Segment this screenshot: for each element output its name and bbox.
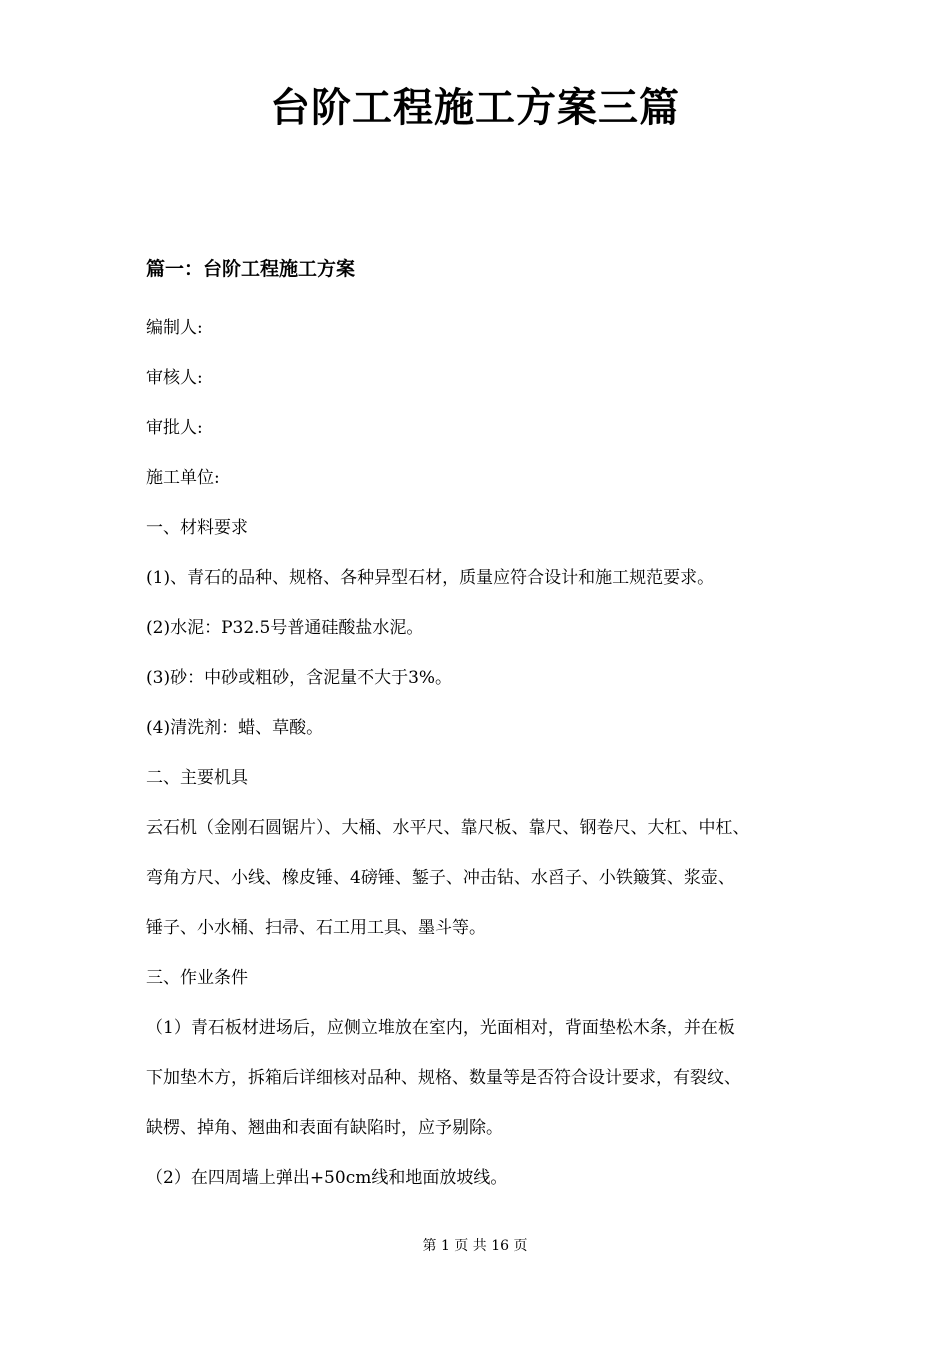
paragraph-line: （1）青石板材进场后，应侧立堆放在室内，光面相对，背面垫松木条，并在板	[146, 1018, 735, 1038]
page-footer: 第 1 页 共 16 页	[422, 1238, 528, 1254]
compiler-line: 编制人:	[146, 318, 203, 338]
subheading-conditions: 三、作业条件	[146, 968, 248, 988]
paragraph-line: 云石机（金刚石圆锯片）、大桶、水平尺、靠尺板、靠尺、钢卷尺、大杠、中杠、	[146, 818, 750, 838]
paragraph-line: (3)砂：中砂或粗砂，含泥量不大于3%。	[146, 668, 453, 688]
subheading-materials: 一、材料要求	[146, 518, 248, 538]
approver-line: 审批人:	[146, 418, 203, 438]
paragraph-line: 下加垫木方，拆箱后详细核对品种、规格、数量等是否符合设计要求，有裂纹、	[146, 1068, 741, 1088]
document-title: 台阶工程施工方案三篇	[270, 85, 680, 131]
subheading-tools: 二、主要机具	[146, 768, 248, 788]
construction-unit-line: 施工单位:	[146, 468, 220, 488]
section-heading: 篇一：台阶工程施工方案	[146, 258, 356, 280]
paragraph-line: （2）在四周墙上弹出+50cm线和地面放坡线。	[146, 1168, 508, 1188]
paragraph-line: 弯角方尺、小线、橡皮锤、4磅锤、錾子、冲击钻、水舀子、小铁簸箕、浆壶、	[146, 868, 735, 888]
paragraph-line: 锤子、小水桶、扫帚、石工用工具、墨斗等。	[146, 918, 486, 938]
paragraph-line: (2)水泥：P32.5号普通硅酸盐水泥。	[146, 618, 424, 638]
paragraph-line: 缺楞、掉角、翘曲和表面有缺陷时，应予剔除。	[146, 1118, 503, 1138]
paragraph-line: (1)、青石的品种、规格、各种异型石材，质量应符合设计和施工规范要求。	[146, 568, 715, 588]
paragraph-line: (4)清洗剂：蜡、草酸。	[146, 718, 324, 738]
reviewer-line: 审核人:	[146, 368, 203, 388]
